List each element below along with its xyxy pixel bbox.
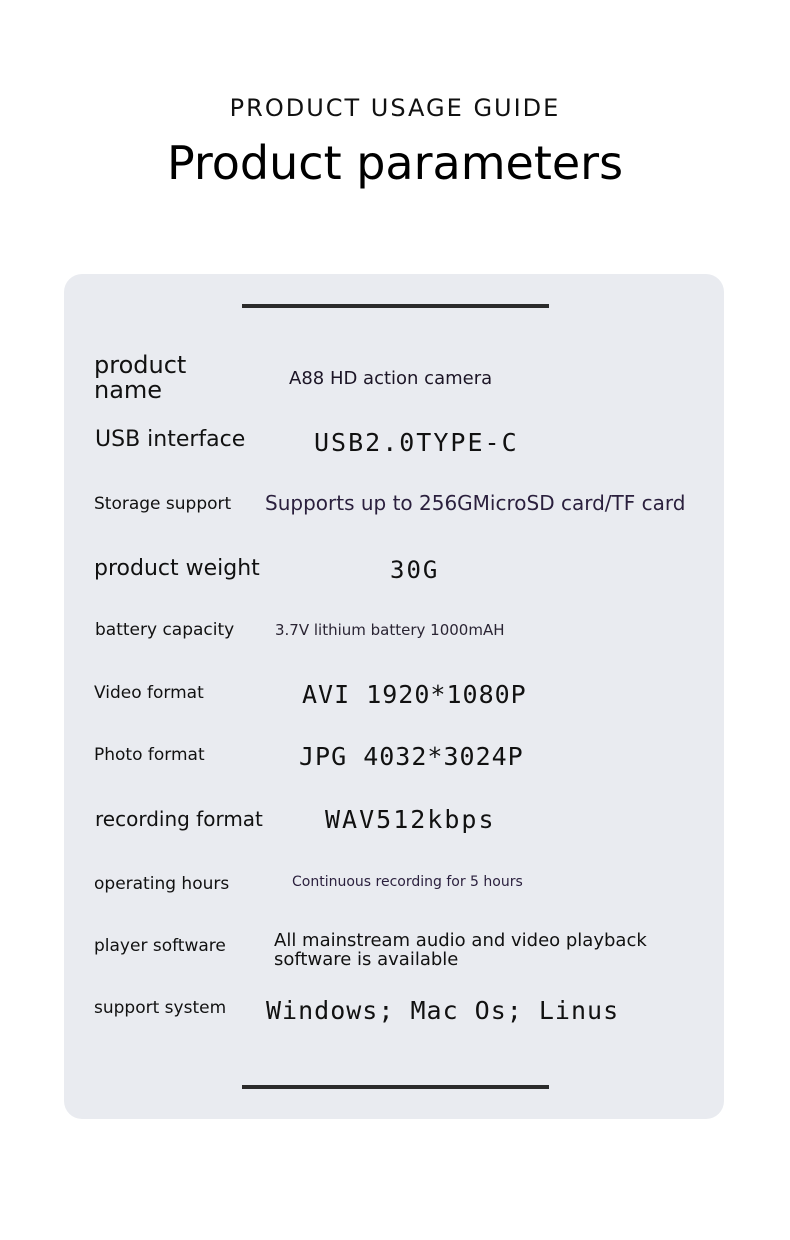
param-value-line: All mainstream audio and video playback: [274, 930, 647, 951]
param-label: operating hours: [94, 874, 230, 894]
param-label: recording format: [95, 807, 263, 831]
param-label: player software: [94, 936, 226, 956]
bottom-divider: [242, 1085, 549, 1089]
param-label: Video format: [94, 683, 204, 703]
param-value: Supports up to 256GMicroSD card/TF card: [265, 491, 686, 515]
param-label-line: name: [94, 376, 163, 404]
param-value: 3.7V lithium battery 1000mAH: [275, 621, 505, 639]
param-value: Windows; Mac Os; Linus: [266, 996, 620, 1025]
param-value-line: software is available: [274, 949, 459, 970]
param-value: AVI 1920*1080P: [302, 680, 527, 709]
param-label: battery capacity: [95, 620, 235, 640]
param-label: Photo format: [94, 745, 205, 765]
param-value: WAV512kbps: [325, 805, 496, 834]
param-label-line: product: [94, 351, 187, 379]
page-subtitle: PRODUCT USAGE GUIDE: [229, 94, 561, 122]
param-label: support system: [94, 998, 227, 1018]
param-label: [94, 353, 186, 403]
param-label: Storage support: [94, 494, 232, 514]
page-title: Product parameters: [166, 136, 624, 190]
param-value: JPG 4032*3024P: [299, 742, 524, 771]
top-divider: [242, 304, 549, 308]
param-value: [274, 931, 647, 969]
param-value: USB2.0TYPE-C: [314, 428, 519, 457]
param-value: 30G: [390, 556, 440, 584]
param-value: Continuous recording for 5 hours: [292, 874, 523, 890]
param-label: product weight: [94, 556, 260, 581]
param-label: USB interface: [95, 427, 246, 452]
param-value: A88 HD action camera: [289, 368, 493, 389]
